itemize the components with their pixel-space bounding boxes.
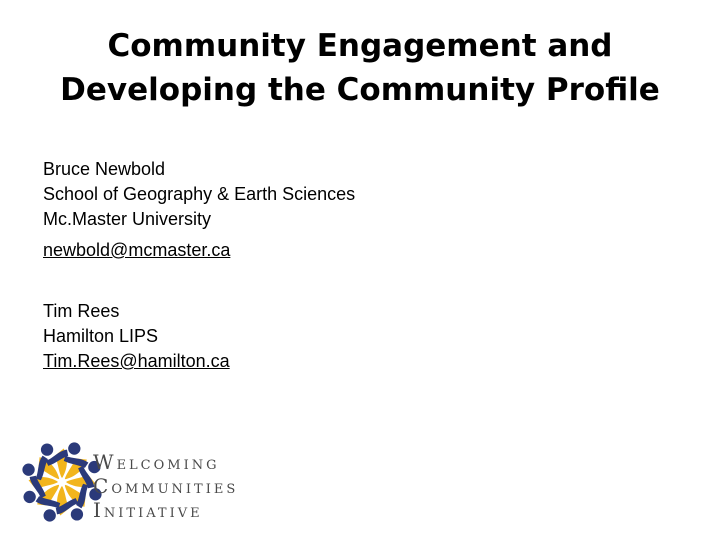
logo-line-communities: COMMUNITIES xyxy=(93,474,239,498)
title-line-2: Developing the Community Profile xyxy=(60,72,660,108)
email-link[interactable]: Tim.Rees@hamilton.ca xyxy=(43,351,230,371)
welcoming-communities-logo xyxy=(18,438,268,528)
email-link[interactable]: newbold@mcmaster.ca xyxy=(43,240,231,260)
logo-wordmark xyxy=(93,452,238,524)
contact-name: Bruce Newbold xyxy=(43,159,166,179)
contact-name: Tim Rees xyxy=(43,301,120,321)
logo-line-initiative: INITIATIVE xyxy=(93,498,203,522)
contact-affiliation: School of Geography & Earth Sciences xyxy=(43,184,356,204)
slide-title xyxy=(20,24,700,112)
contact-block-rees xyxy=(43,299,230,374)
title-line-1: Community Engagement and xyxy=(107,28,613,64)
contact-affiliation: Hamilton LIPS xyxy=(43,326,159,346)
contact-block-newbold xyxy=(43,157,355,263)
contact-affiliation: Mc.Master University xyxy=(43,209,212,229)
logo-line-welcoming: WELCOMING xyxy=(93,450,220,474)
